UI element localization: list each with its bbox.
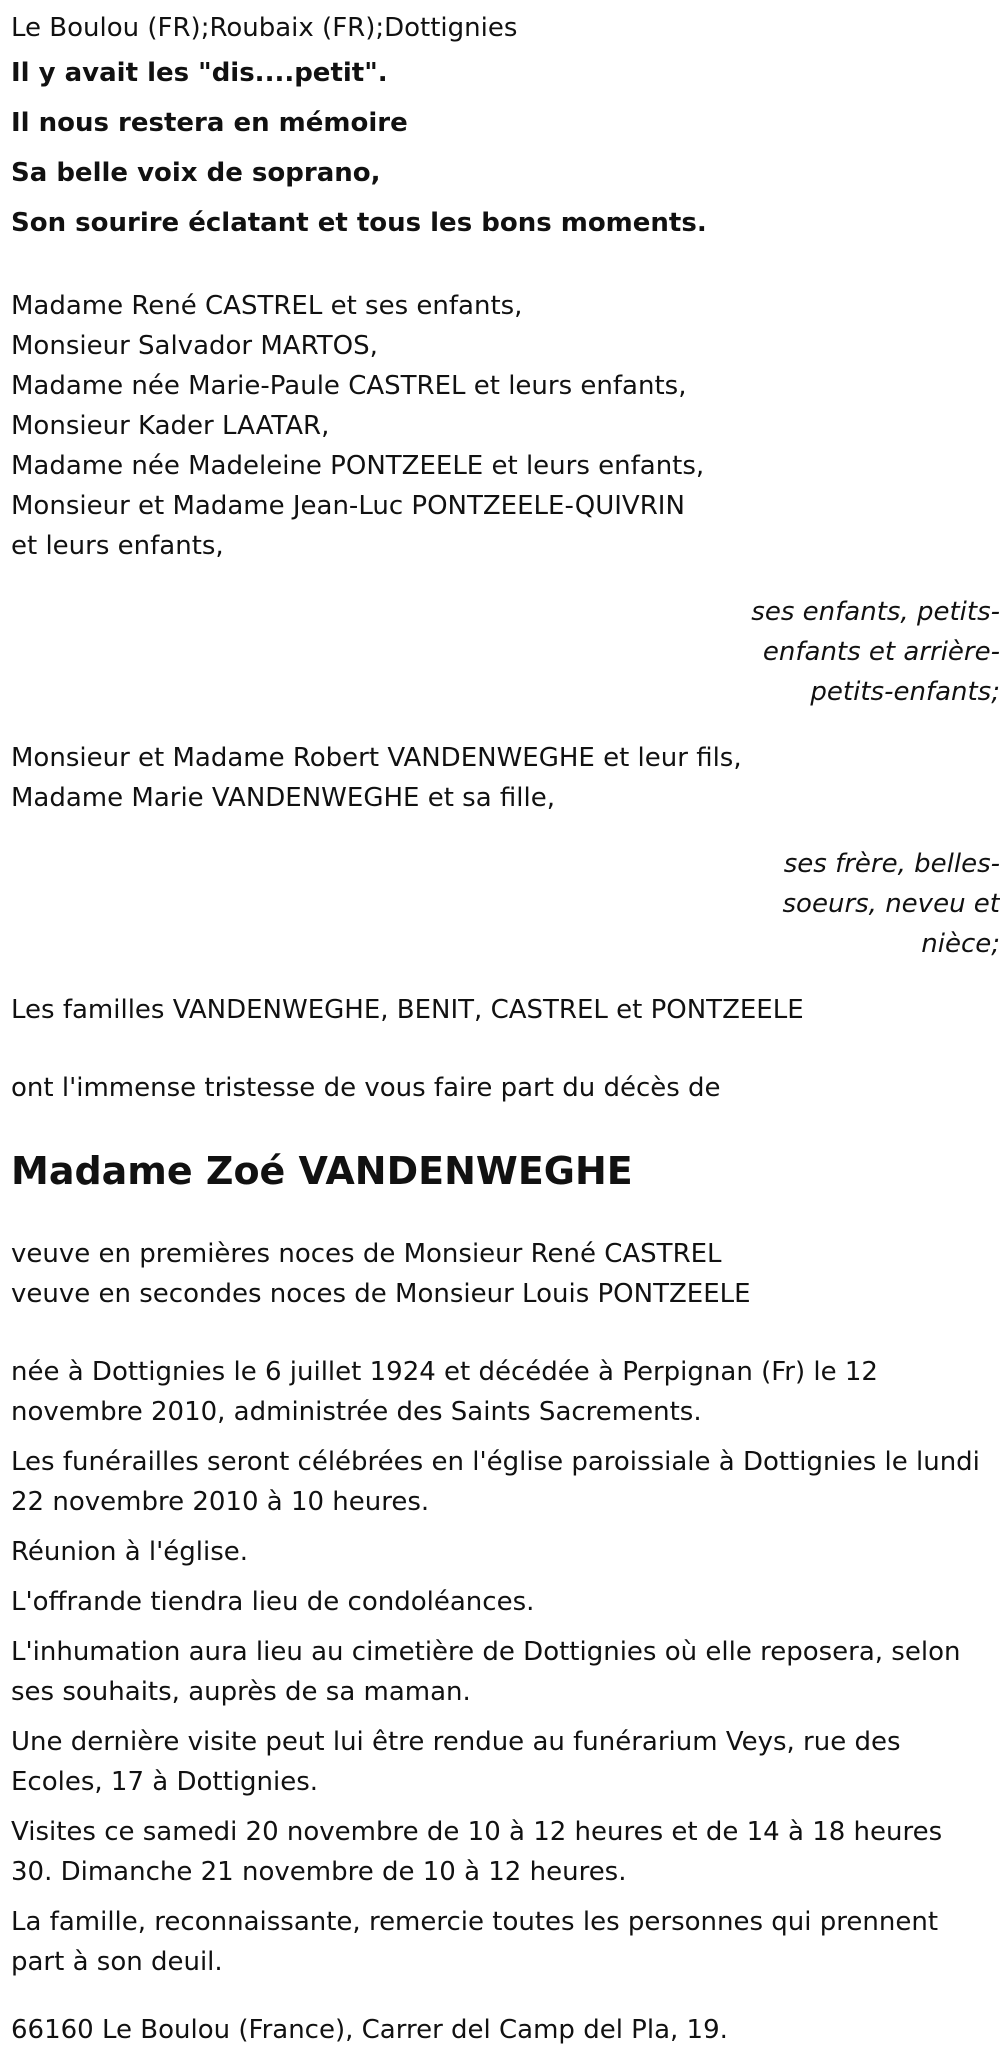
detail-paragraph: L'offrande tiendra lieu de condoléances. [11, 1587, 535, 1617]
poem-block [11, 48, 991, 248]
poem-line: Sa belle voix de soprano, [11, 158, 381, 188]
detail-paragraph: Une dernière visite peut lui être rendue au funérarium Veys, rue des Ecoles, 17 à Dottignies. [11, 1727, 901, 1797]
family-member: Monsieur Kader LAATAR, [11, 411, 330, 441]
family-group-siblings [11, 738, 991, 818]
family-member: Monsieur et Madame Robert VANDENWEGHE et leur fils, [11, 743, 742, 773]
relation-siblings: ses frère, belles-soeurs, neveu et nièce; [782, 849, 1000, 959]
poem-line: Il y avait les "dis....petit". [11, 58, 388, 88]
detail-paragraph: Les funérailles seront célébrées en l'église paroissiale à Dottignies le lundi 22 novembre 2010 à 10 heures. [11, 1447, 980, 1517]
locations-header: Le Boulou (FR);Roubaix (FR);Dottignies [11, 13, 518, 43]
poem-line: Il nous restera en mémoire [11, 108, 408, 138]
detail-paragraph: Visites ce samedi 20 novembre de 10 à 12 heures et de 14 à 18 heures 30. Dimanche 21 novembre de 10 à 12 heures. [11, 1817, 943, 1887]
family-member: Madame née Madeleine PONTZEELE et leurs enfants, [11, 451, 705, 481]
obituary-notice [11, 8, 1000, 2050]
deceased-name: Madame Zoé VANDENWEGHE [11, 1149, 633, 1193]
families-line: Les familles VANDENWEGHE, BENIT, CASTREL et PONTZEELE [11, 995, 804, 1025]
relation-children: ses enfants, petits-enfants et arrière-petits-enfants; [751, 597, 1000, 707]
widow-of-line: veuve en secondes noces de Monsieur Louis PONTZEELE [11, 1279, 751, 1309]
announcement-line: ont l'immense tristesse de vous faire part du décès de [11, 1073, 721, 1103]
family-group-children [11, 286, 991, 566]
family-member: Monsieur Salvador MARTOS, [11, 331, 378, 361]
address-line: 66160 Le Boulou (France), Carrer del Camp del Pla, 19. [11, 2015, 728, 2045]
detail-paragraph: née à Dottignies le 6 juillet 1924 et décédée à Perpignan (Fr) le 12 novembre 2010, administrée des Saints Sacrements. [11, 1357, 878, 1427]
family-member: et leurs enfants, [11, 531, 224, 561]
detail-paragraph: La famille, reconnaissante, remercie toutes les personnes qui prennent part à son deuil. [11, 1907, 939, 1977]
widow-of-line: veuve en premières noces de Monsieur René CASTREL [11, 1239, 722, 1269]
poem-line: Son sourire éclatant et tous les bons moments. [11, 208, 707, 238]
family-member: Madame René CASTREL et ses enfants, [11, 291, 523, 321]
details-block [11, 1352, 991, 1982]
detail-paragraph: Réunion à l'église. [11, 1537, 249, 1567]
family-member: Madame née Marie-Paule CASTREL et leurs enfants, [11, 371, 687, 401]
family-member: Madame Marie VANDENWEGHE et sa fille, [11, 783, 555, 813]
detail-paragraph: L'inhumation aura lieu au cimetière de Dottignies où elle reposera, selon ses souhaits, auprès de sa maman. [11, 1637, 961, 1707]
widow-of-block [11, 1234, 991, 1314]
family-member: Monsieur et Madame Jean-Luc PONTZEELE-QUIVRIN [11, 491, 685, 521]
